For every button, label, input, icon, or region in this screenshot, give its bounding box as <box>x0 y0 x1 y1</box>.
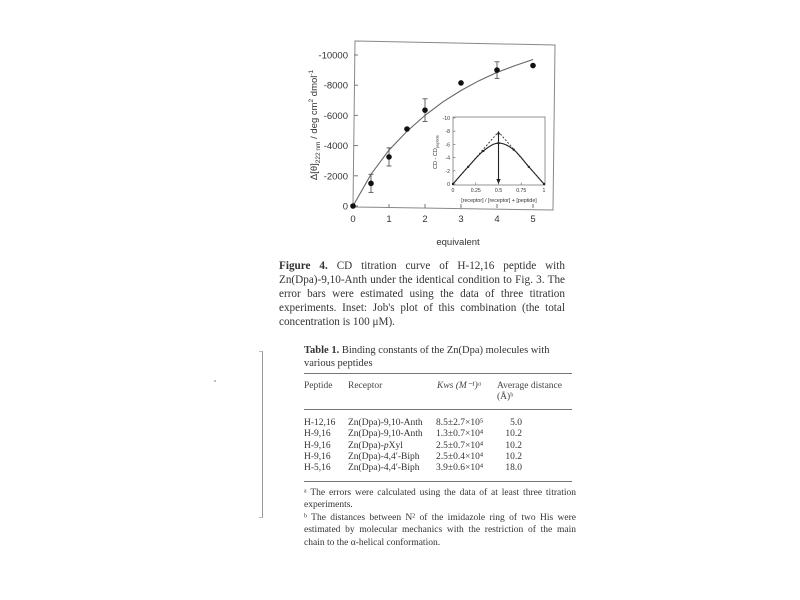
inset-x-tick-label: 0 <box>451 188 455 194</box>
figure-4-chart <box>0 0 800 260</box>
scan-speck <box>214 380 216 382</box>
inset-x-tick-label: 0.25 <box>470 188 481 194</box>
figure-label: Figure 4. <box>279 260 328 272</box>
data-point <box>458 80 464 86</box>
inset-data-point <box>528 166 530 168</box>
footnote-a <box>304 487 576 512</box>
header-distance <box>497 381 562 403</box>
data-point <box>422 107 428 113</box>
figure-caption-text: CD titration curve of H-12,16 peptide with Zn(Dpa)-9,10-Anth under the identical condition to Fig. 3. The error bars were estimated using the data of three titration experiments. Inset: Job's plot of this combination (the total concentration is 100 μM). <box>279 260 565 328</box>
cell-peptide: H-5,16 <box>304 463 331 474</box>
x-axis-label: equivalent <box>436 237 480 248</box>
header-distance-line2: (Å)ᵇ <box>497 392 514 402</box>
y-axis-tick-labels <box>318 51 348 213</box>
cell-kws: 1.3±0.7×10⁴ <box>436 429 484 440</box>
table-title-text: Binding constants of the Zn(Dpa) molecules with various peptides <box>304 345 550 369</box>
inset-x-axis-label: [receptor] / [receptor] + [peptide] <box>461 198 537 204</box>
cell-distance: 10.2 <box>505 429 522 440</box>
cell-kws: 8.5±2.7×10⁵ <box>436 418 484 428</box>
table-row <box>304 463 574 474</box>
y-tick-label: -8000 <box>323 80 348 92</box>
cell-kws: 2.5±0.4×10⁴ <box>436 451 484 462</box>
inset-jobs-plot <box>433 116 546 204</box>
inset-data-point <box>452 183 454 185</box>
inset-data-point <box>513 149 515 151</box>
header-receptor: Receptor <box>348 381 383 391</box>
table-row <box>304 418 574 429</box>
table-row <box>304 452 574 463</box>
footnote-a-text: The errors were calculated using the data of at least three titration experiments. <box>304 488 576 511</box>
header-kws-text: Kws (M⁻¹)ᵃ <box>437 381 482 391</box>
inset-x-tick-label: 0.75 <box>516 188 527 194</box>
cell-receptor: Zn(Dpa)-9,10-Anth <box>348 418 423 428</box>
inset-x-tick-label: 1 <box>542 188 546 194</box>
inset-y-tick-label: -4 <box>445 155 450 162</box>
y-tick-label: -6000 <box>323 110 348 122</box>
cell-peptide: H-9,16 <box>304 440 331 451</box>
x-axis-tick-labels <box>350 214 535 225</box>
y-tick-label: -2000 <box>323 171 348 183</box>
x-tick-label: 5 <box>530 214 536 225</box>
cell-peptide: H-9,16 <box>304 451 331 462</box>
table-label: Table 1. <box>304 345 340 356</box>
data-point <box>350 203 356 209</box>
inset-x-tick-label: 0.5 <box>494 188 503 194</box>
cell-receptor: Zn(Dpa)-pXyl <box>348 440 403 451</box>
header-peptide: Peptide <box>304 381 333 391</box>
cell-kws: 3.9±0.6×10⁴ <box>436 463 484 474</box>
cell-distance: 18.0 <box>505 463 522 474</box>
y-axis-label: $\Delta[\theta]_{222 nm}$ / deg $cm^2$ dmol$^{-1}$ <box>308 69 322 181</box>
data-point <box>386 154 392 160</box>
footnote-b <box>304 512 576 549</box>
inset-y-tick-label: 0 <box>447 182 450 188</box>
cell-receptor: Zn(Dpa)-4,4′-Biph <box>348 451 420 462</box>
cell-receptor: Zn(Dpa)-4,4′-Biph <box>348 463 420 474</box>
cell-distance: 5.0 <box>510 418 522 428</box>
table-top-rule <box>304 373 572 374</box>
footnote-b-mark: ᵇ <box>304 513 307 523</box>
table-bottom-rule <box>304 481 572 482</box>
cell-kws: 2.5±0.7×10⁴ <box>436 440 484 451</box>
x-tick-label: 4 <box>494 214 500 225</box>
cell-peptide: H-9,16 <box>304 429 331 440</box>
x-tick-label: 2 <box>422 214 428 225</box>
table-row <box>304 441 574 452</box>
inset-y-axis-label: CD - $CD_{peptide}$ <box>433 135 440 169</box>
figure-caption <box>279 259 565 329</box>
inset-y-tick-label: -6 <box>445 142 450 149</box>
inset-data-point <box>482 150 484 152</box>
x-tick-label: 1 <box>386 214 392 225</box>
data-point <box>530 63 536 69</box>
y-tick-label: -10000 <box>318 50 348 62</box>
data-point <box>494 67 500 73</box>
table-row <box>304 429 574 440</box>
cell-distance: 10.2 <box>505 440 522 451</box>
table-header-rule <box>304 409 572 410</box>
data-point <box>404 126 410 132</box>
inset-data-point <box>467 166 469 168</box>
y-tick-label: -4000 <box>323 141 348 153</box>
footnote-b-text: The distances between N² of the imidazole ring of two His were estimated by molecular mechanics with the restriction of the main chain to the α-helical conformation. <box>304 513 576 548</box>
cell-peptide: H-12,16 <box>304 418 336 428</box>
inset-y-tick-label: -10 <box>442 116 450 122</box>
x-tick-label: 0 <box>350 214 356 225</box>
cell-distance: 10.2 <box>505 451 522 462</box>
header-distance-line1: Average distance <box>497 381 562 391</box>
header-kws <box>437 381 482 392</box>
margin-bracket <box>259 351 263 518</box>
footnote-a-mark: ᵃ <box>304 488 307 498</box>
inset-data-point <box>543 183 545 185</box>
inset-y-tick-label: -8 <box>445 129 450 136</box>
x-tick-label: 3 <box>458 214 464 225</box>
data-point <box>368 181 374 187</box>
inset-y-tick-label: -2 <box>445 168 450 175</box>
table-title <box>304 344 574 370</box>
y-tick-label: 0 <box>342 201 348 213</box>
cell-receptor: Zn(Dpa)-9,10-Anth <box>348 429 423 440</box>
